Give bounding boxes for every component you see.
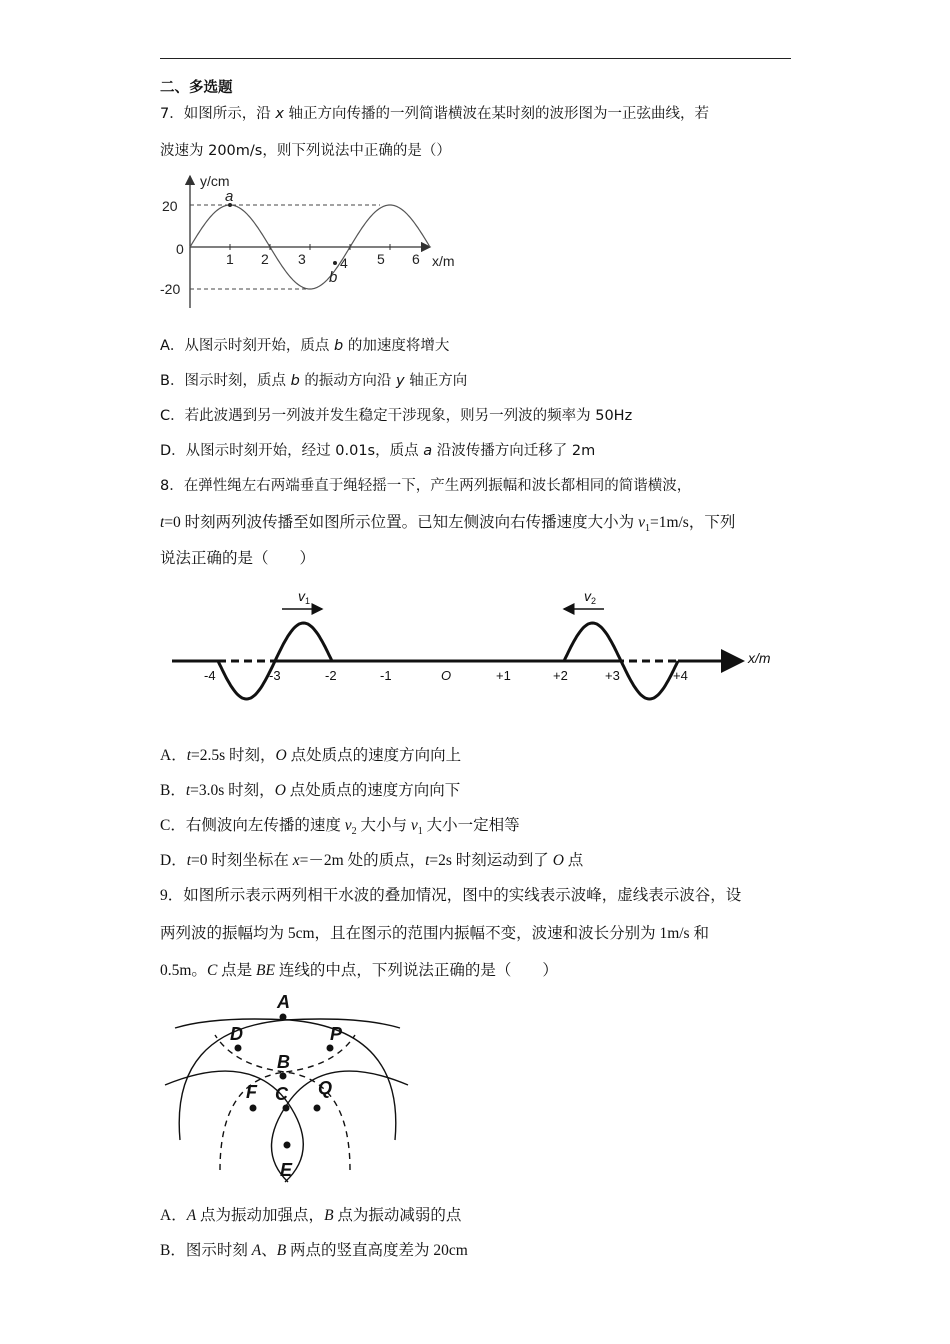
q7-option-b[interactable]: B．图示时刻，质点 b 的振动方向沿 y 轴正方向: [160, 373, 468, 389]
q7-option-c[interactable]: C．若此波遇到另一列波并发生稳定干涉现象，则另一列波的频率为 50Hz: [160, 408, 633, 424]
point-b-dot: [333, 261, 337, 265]
y-tick-20: 20: [162, 198, 178, 214]
q7-stem-line-1: 7．如图所示，沿 x 轴正方向传播的一列简谐横波在某时刻的波形图为一正弦曲线，若: [160, 106, 710, 122]
x-tick-4: 4: [340, 255, 348, 271]
q9-stem-line-3: 0.5m。C 点是 BE 连线的中点，下列说法正确的是（ ）: [160, 962, 558, 979]
point-e: [284, 1142, 291, 1149]
q9-stem-line-1: 9．如图所示表示两列相干水波的叠加情况，图中的实线表示波峰，虚线表示波谷，设: [160, 887, 742, 904]
x-tick-1: 1: [226, 251, 234, 267]
q9-interference-diagram: [160, 990, 420, 1185]
q8-option-b[interactable]: B．t=3.0s 时刻，O 点处质点的速度方向向下: [160, 782, 461, 799]
q8-option-c[interactable]: C．右侧波向左传播的速度 $v_2$ 大小与 $v_1$ 大小一定相等: [160, 817, 520, 838]
x-tick-2: 2: [261, 251, 269, 267]
tick-origin: O: [441, 668, 452, 683]
point-b: [280, 1073, 287, 1080]
x-tick-5: 5: [377, 251, 385, 267]
v2-label: $v_2$: [584, 588, 597, 606]
label-e: E: [280, 1160, 293, 1180]
tick-neg3: -3: [269, 668, 281, 683]
header-rule: [160, 58, 791, 59]
tick-neg1: -1: [380, 668, 392, 683]
tick-neg4: -4: [204, 668, 216, 683]
q7-option-a[interactable]: A．从图示时刻开始，质点 b 的加速度将增大: [160, 338, 450, 354]
point-q: [314, 1105, 321, 1112]
q7-stem-line-2: 波速为 200m/s，则下列说法中正确的是（）: [160, 143, 451, 159]
y-tick-0: 0: [176, 241, 184, 257]
x-tick-3: 3: [298, 251, 306, 267]
point-p: [327, 1045, 334, 1052]
label-d: D: [230, 1024, 243, 1044]
q8-stem-line-1: 8．在弹性绳左右两端垂直于绳轻摇一下，产生两列振幅和波长都相同的简谐横波，: [160, 478, 692, 494]
v1-label: $v_1$: [298, 588, 311, 606]
point-d: [235, 1045, 242, 1052]
label-b: B: [277, 1052, 290, 1072]
tick-pos2: +2: [553, 668, 568, 683]
tick-pos4: +4: [673, 668, 688, 683]
tick-neg2: -2: [325, 668, 337, 683]
point-f: [250, 1105, 257, 1112]
q8-rope-wave-graph: [170, 585, 790, 715]
y-axis-label: y/cm: [200, 173, 230, 189]
point-a-label: a: [225, 188, 234, 205]
x-tick-6: 6: [412, 251, 420, 267]
x-axis-label: x/m: [432, 253, 455, 269]
q7-waveform-graph: [160, 170, 480, 315]
tick-pos3: +3: [605, 668, 620, 683]
crest-arc-left: [179, 1019, 400, 1140]
tick-pos1: +1: [496, 668, 511, 683]
label-a: A: [277, 992, 290, 1012]
x-axis-label: x/m: [748, 650, 771, 666]
label-f: F: [246, 1082, 257, 1102]
point-a: [280, 1014, 287, 1021]
q9-option-b[interactable]: B．图示时刻 A、B 两点的竖直高度差为 20cm: [160, 1242, 468, 1259]
q9-stem-line-2: 两列波的振幅均为 5cm，且在图示的范围内振幅不变，波速和波长分别为 1m/s 和: [160, 925, 709, 942]
q8-option-d[interactable]: D．t=0 时刻坐标在 x=－2m 处的质点，t=2s 时刻运动到了 O 点: [160, 852, 584, 869]
section-title: 二、多选题: [160, 80, 233, 96]
q7-option-d[interactable]: D．从图示时刻开始，经过 0.01s，质点 a 沿波传播方向迁移了 2m: [160, 443, 596, 459]
crest-arc-right: [175, 1019, 396, 1140]
y-tick-neg20: -20: [160, 281, 181, 297]
point-c: [283, 1105, 290, 1112]
q8-option-a[interactable]: A．t=2.5s 时刻，O 点处质点的速度方向向上: [160, 747, 462, 764]
q8-stem-line-2: t=0 时刻两列波传播至如图所示位置。已知左侧波向右传播速度大小为 $v_1=1m/s$，下列: [160, 514, 736, 535]
q8-stem-line-3: 说法正确的是（ ）: [160, 550, 316, 567]
label-c: C: [275, 1084, 288, 1104]
q9-option-a[interactable]: A．A 点为振动加强点，B 点为振动减弱的点: [160, 1207, 462, 1224]
label-p: P: [330, 1024, 343, 1044]
label-q: Q: [318, 1078, 333, 1098]
point-b-label: b: [329, 269, 338, 286]
